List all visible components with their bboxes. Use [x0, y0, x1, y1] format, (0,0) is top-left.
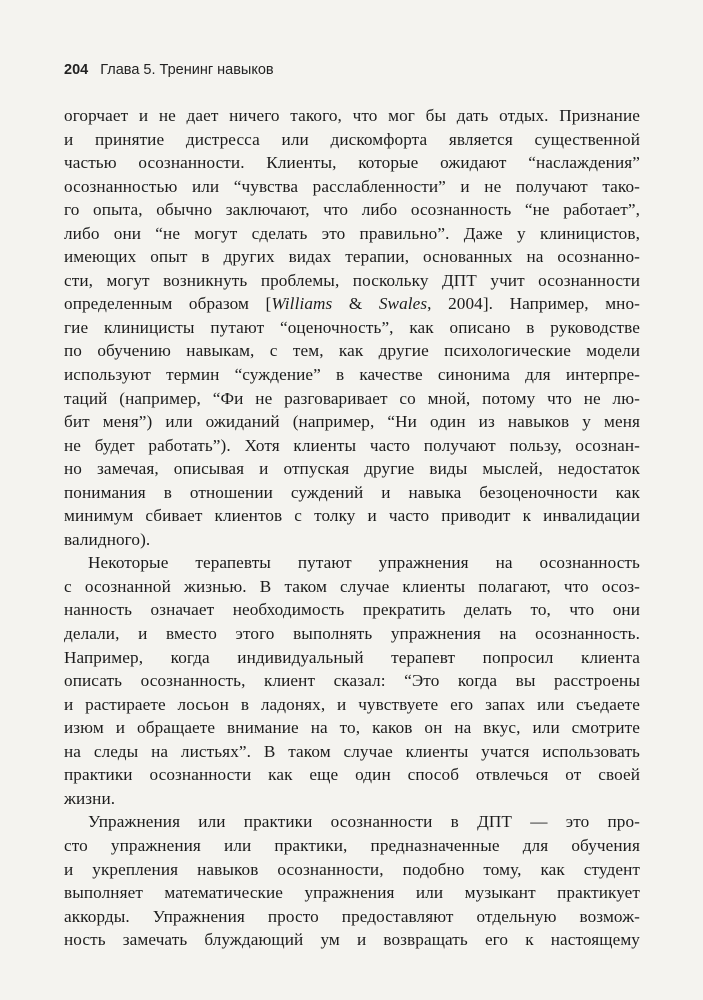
text-line: [64, 198, 640, 222]
text-run: но замечая, описывая и отпуская другие виды мыслей, недостаток: [64, 459, 640, 479]
text-line: [64, 646, 640, 670]
text-run: и принятие дистресса или дискомфорта является существенной: [64, 129, 640, 149]
text-line: [64, 151, 640, 175]
chapter-title: Глава 5. Тренинг навыков: [100, 62, 274, 78]
text-run: выполняет математические упражнения или музыкант практикует: [64, 883, 640, 903]
text-line: [64, 104, 640, 128]
text-run: делали, и вместо этого выполнять упражнения на осознанность.: [64, 624, 640, 644]
text-run: частью осознанности. Клиенты, которые ожидают “наслаждения”: [64, 153, 640, 173]
text-run: валидного).: [64, 529, 151, 549]
text-run: , 2004]. Например, мно-: [427, 294, 640, 314]
text-run: с осознанной жизнью. В таком случае клиенты полагают, что осоз-: [64, 576, 640, 596]
text-line: [64, 928, 640, 952]
text-run: Например, когда индивидуальный терапевт попросил клиента: [64, 647, 640, 667]
text-run: минимум сбивает клиентов с толку и часто приводит к инвалидации: [64, 506, 640, 526]
text-run: Некоторые терапевты путают упражнения на осознанность: [88, 553, 640, 573]
citation-author: Swales: [378, 294, 428, 314]
text-line: [64, 175, 640, 199]
text-line: [64, 481, 640, 505]
text-line: [64, 716, 640, 740]
text-line: [64, 622, 640, 646]
text-line: [64, 410, 640, 434]
text-run: либо они “не могут сделать это правильно”. Даже у клиницистов,: [64, 223, 640, 243]
paragraph: [64, 104, 640, 551]
body-text: [64, 104, 640, 952]
text-run: определенным образом [: [64, 294, 272, 314]
text-line: [64, 740, 640, 764]
text-run: и укрепления навыков осознанности, подобно тому, как студент: [64, 859, 640, 879]
text-line: [64, 598, 640, 622]
citation-author: Williams: [271, 294, 333, 314]
text-line: [64, 339, 640, 363]
text-line: [64, 434, 640, 458]
paragraph: [64, 810, 640, 951]
text-line: [64, 858, 640, 882]
text-line: [64, 834, 640, 858]
text-run: бит меня”) или ожиданий (например, “Ни один из навыков у меня: [64, 412, 640, 432]
text-run: описать осознанность, клиент сказал: “Это когда вы расстроены: [64, 671, 640, 691]
text-run: го опыта, обычно заключают, что либо осознанность “не работает”,: [64, 200, 640, 220]
text-line: [64, 763, 640, 787]
text-run: сти, могут возникнуть проблемы, поскольку ДПТ учит осознанности: [64, 270, 640, 290]
text-line: [64, 551, 640, 575]
text-run: осознанностью или “чувства расслабленности” и не получают тако-: [64, 176, 640, 196]
text-run: используют термин “суждение” в качестве синонима для интерпре-: [64, 365, 640, 385]
text-run: на следы на листьях”. В таком случае клиенты учатся использовать: [64, 741, 640, 761]
text-line: [64, 245, 640, 269]
text-run: нанность означает необходимость прекратить делать то, что они: [64, 600, 640, 620]
text-run: Упражнения или практики осознанности в ДПТ — это про-: [88, 812, 640, 832]
text-line: [64, 810, 640, 834]
text-line: [64, 363, 640, 387]
paragraph: [64, 551, 640, 810]
text-line: [64, 787, 640, 811]
text-run: имеющих опыт в других видах терапии, основанных на осознанно-: [64, 247, 640, 267]
text-line: [64, 504, 640, 528]
text-line: [64, 387, 640, 411]
text-line: [64, 222, 640, 246]
text-line: [64, 693, 640, 717]
text-line: [64, 128, 640, 152]
text-run: гие клиницисты путают “оценочность”, как описано в руководстве: [64, 317, 640, 337]
text-line: [64, 575, 640, 599]
text-run: практики осознанности как еще один способ отвлечься от своей: [64, 765, 640, 785]
page-number: 204: [64, 62, 89, 78]
text-run: &: [332, 294, 379, 314]
text-run: изюм и обращаете внимание на то, каков он на вкус, или смотрите: [64, 718, 640, 738]
running-header: [64, 62, 274, 78]
text-run: и растираете лосьон в ладонях, и чувствуете его запах или съедаете: [64, 694, 640, 714]
text-line: [64, 528, 640, 552]
text-run: не будет работать”). Хотя клиенты часто получают пользу, осознан-: [64, 435, 640, 455]
text-line: [64, 292, 640, 316]
text-line: [64, 881, 640, 905]
text-run: понимания в отношении суждений и навыка безоценочности как: [64, 482, 640, 502]
text-line: [64, 269, 640, 293]
text-run: сто упражнения или практики, предназначенные для обучения: [64, 835, 640, 855]
text-run: огорчает и не дает ничего такого, что мог бы дать отдых. Признание: [64, 106, 640, 125]
text-line: [64, 905, 640, 929]
text-line: [64, 669, 640, 693]
text-run: аккорды. Упражнения просто предоставляют отдельную возмож-: [64, 906, 640, 926]
text-run: жизни.: [64, 788, 116, 808]
text-run: таций (например, “Фи не разговаривает со мной, потому что не лю-: [64, 388, 640, 408]
text-run: ность замечать блуждающий ум и возвращать его к настоящему: [64, 930, 640, 950]
text-line: [64, 457, 640, 481]
text-line: [64, 316, 640, 340]
text-run: по обучению навыкам, с тем, как другие психологические модели: [64, 341, 640, 361]
